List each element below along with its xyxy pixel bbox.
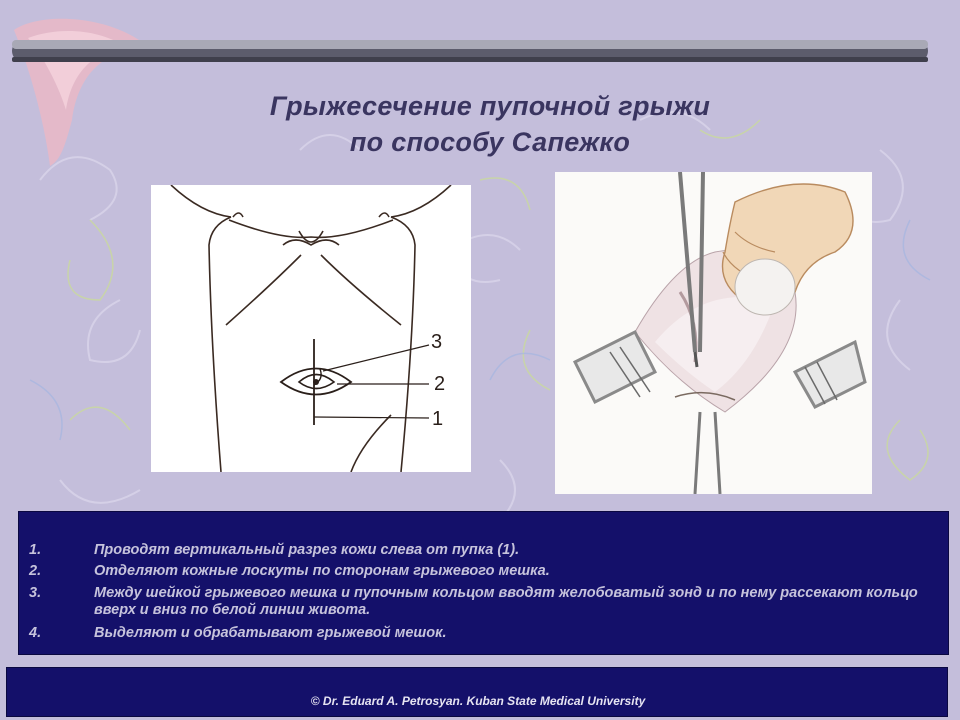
steps-panel [18,511,949,655]
torso-diagram [151,185,471,472]
diagram-label-2: 2 [434,373,446,395]
step-text: Выделяют и обрабатывают грыжевой мешок. [94,625,447,641]
footer-bar [6,667,948,717]
step-text: Между шейкой грыжевого мешка и пупочным кольцом вводят желобоватый зонд и по нему рассекают кольцо вверх и вниз по белой линии живота. [94,585,918,618]
step-number: 4. [29,625,42,641]
step-number: 1. [29,542,42,558]
title-line-2: по способу Сапежко [349,127,631,157]
step-text: Отделяют кожные лоскуты по сторонам грыжевого мешка. [94,563,550,579]
copyright-text: © Dr. Eduard A. Petrosyan. Kuban State Medical University [310,694,646,708]
diagram-label-3: 3 [431,331,443,353]
diagram-label-1: 1 [432,408,444,430]
title-line-1: Грыжесечение пупочной грыжи [269,91,711,121]
surgery-illustration [555,172,872,494]
step-number: 3. [29,585,42,601]
page-title [0,88,960,160]
step-number: 2. [29,563,42,579]
step-text: Проводят вертикальный разрез кожи слева от пупка (1). [94,542,520,558]
